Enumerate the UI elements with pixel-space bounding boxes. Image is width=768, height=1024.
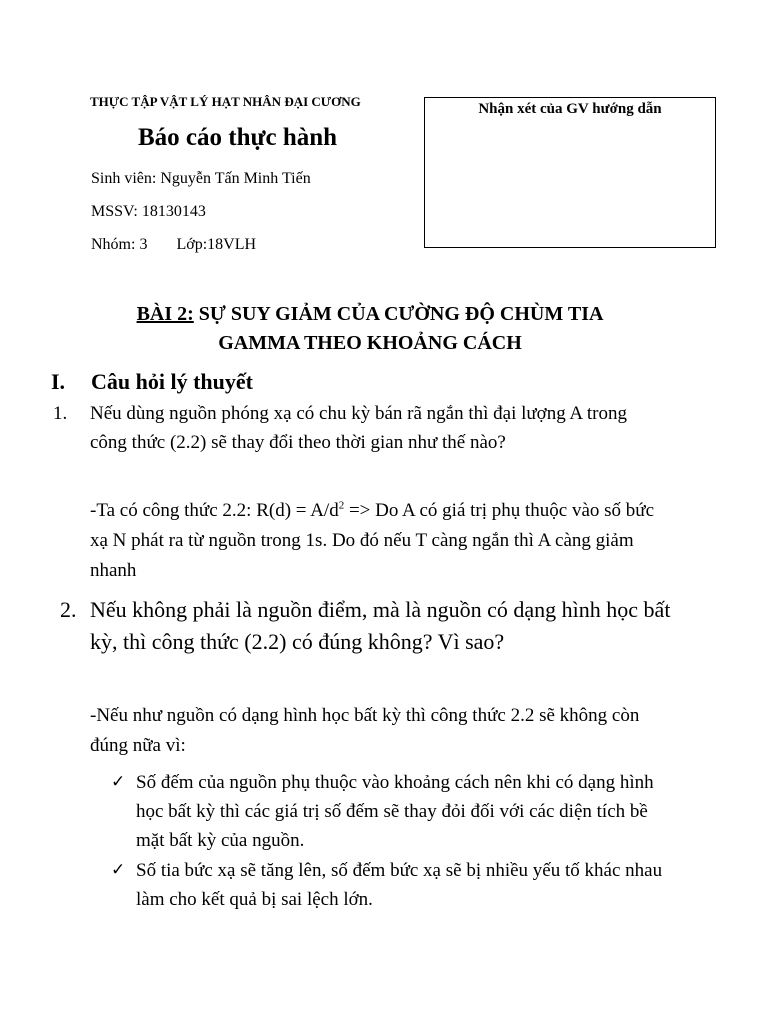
answer-1	[90, 496, 670, 586]
report-title: Báo cáo thực hành	[138, 124, 338, 151]
group-number: Nhóm: 3	[91, 236, 148, 253]
group-class-line	[91, 236, 256, 254]
course-name: THỰC TẬP VẬT LÝ HẠT NHÂN ĐẠI CƯƠNG	[90, 94, 361, 109]
answer-2-bullets	[111, 768, 671, 915]
answer-1-formula: -Ta có công thức 2.2: R(d) = A/d	[90, 500, 339, 521]
section-number: I.	[51, 369, 66, 394]
student-name: Sinh viên: Nguyễn Tấn Minh Tiến	[91, 170, 311, 187]
list-item-text: Số đếm của nguồn phụ thuộc vào khoảng cách nên khi có dạng hình học bất kỳ thì các giá trị số đếm sẽ thay đỏi đối với các diện tích bề mặt bất kỳ của nguồn.	[136, 772, 654, 851]
question-2-text: Nếu không phải là nguồn điểm, mà là nguồn có dạng hình học bất kỳ, thì công thức (2.2) có đúng không? Vì sao?	[90, 597, 671, 654]
question-1-number: 1.	[53, 403, 68, 424]
answer-1-text: => Do A có giá trị phụ thuộc vào số bức xạ N phát ra từ nguồn trong 1s. Do đó nếu T càng ngắn thì A càng giảm nhanh	[90, 500, 655, 581]
student-id: MSSV: 18130143	[91, 203, 206, 220]
answer-2: -Nếu như nguồn có dạng hình học bất kỳ thì công thức 2.2 sẽ không còn đúng nữa vì:	[90, 705, 640, 756]
lesson-title-line1: SỰ SUY GIẢM CỦA CƯỜNG ĐỘ CHÙM TIA	[193, 303, 604, 325]
question-2	[60, 594, 680, 658]
answer-1-exponent: 2	[338, 499, 345, 512]
check-icon: ✓	[111, 772, 126, 792]
question-1-text: Nếu dùng nguồn phóng xạ có chu kỳ bán rã ngắn thì đại lượng A trong công thức (2.2) sẽ thay đổi theo thời gian như thế nào?	[90, 403, 627, 453]
question-2-number: 2.	[60, 597, 77, 622]
class-name: Lớp:18VLH	[176, 236, 257, 253]
lesson-title-line2: GAMMA THEO KHOẢNG CÁCH	[218, 332, 522, 354]
lesson-number: BÀI 2:	[136, 303, 194, 325]
instructor-comment-box	[424, 97, 716, 248]
check-icon: ✓	[111, 860, 126, 880]
list-item-text: Số tia bức xạ sẽ tăng lên, số đếm bức xạ sẽ bị nhiều yếu tố khác nhau làm cho kết quả bị sai lệch lớn.	[136, 860, 663, 910]
list-item	[111, 768, 671, 855]
list-item	[111, 856, 671, 914]
section-heading	[51, 369, 253, 395]
question-1	[53, 399, 653, 457]
lesson-title	[100, 300, 640, 358]
section-title: Câu hỏi lý thuyết	[91, 369, 253, 394]
comment-box-label: Nhận xét của GV hướng dẫn	[478, 101, 662, 117]
